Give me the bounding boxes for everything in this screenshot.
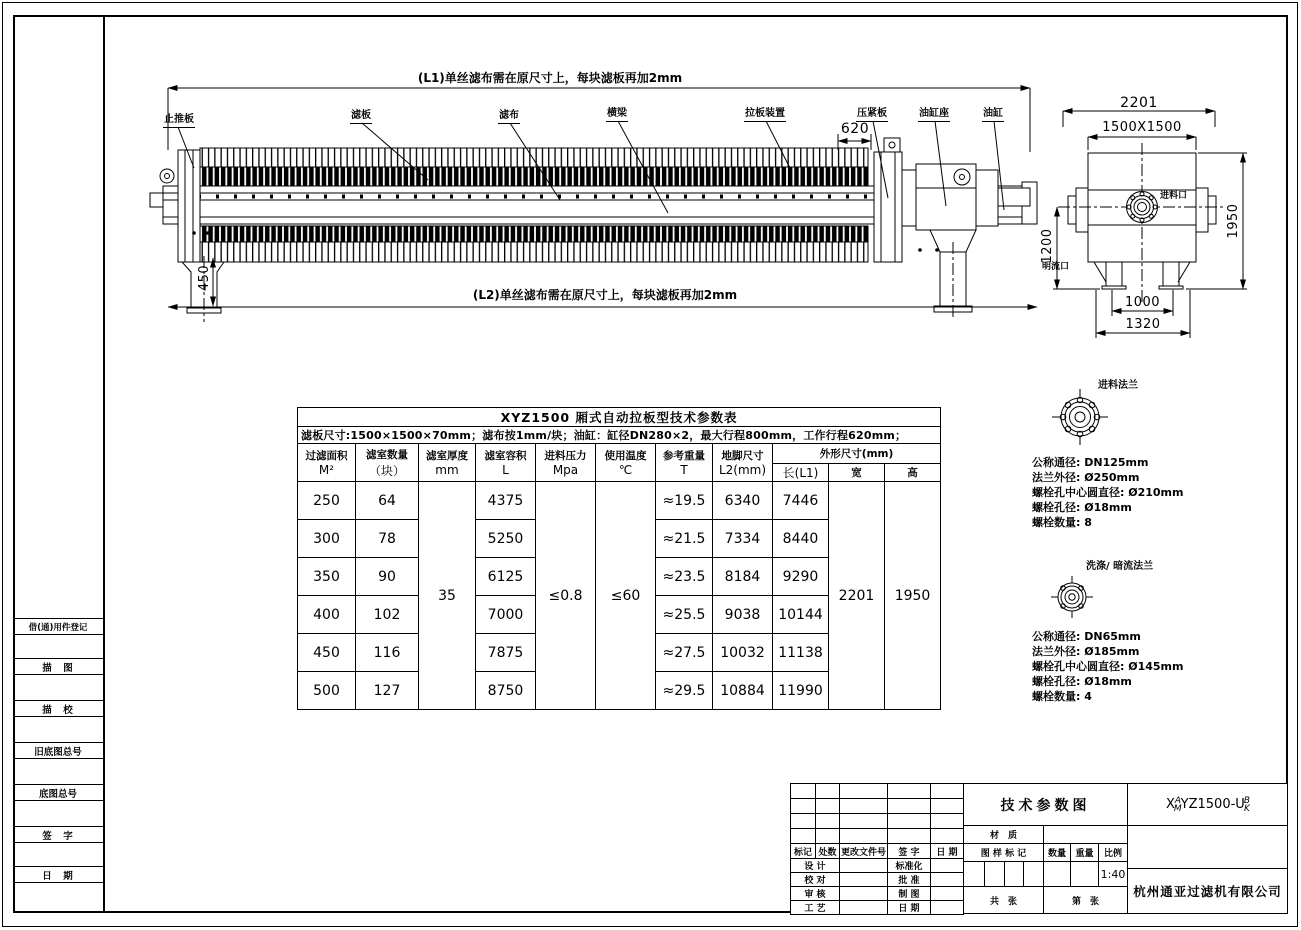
- pressing-plate: [874, 152, 902, 262]
- table-title: XYZ1500 厢式自动拉板型技术参数表: [298, 408, 941, 427]
- col-header: 滤室数量 （块）: [356, 444, 419, 482]
- param-cell: 350: [298, 558, 356, 596]
- role-label: 设 计: [791, 859, 840, 873]
- qty-label: 数量: [1044, 844, 1071, 862]
- sheet-number: 第 张: [1044, 887, 1128, 914]
- rev-header: 标记: [791, 844, 816, 859]
- rev-blank: [791, 829, 816, 844]
- param-cell-height: 1950: [885, 482, 941, 710]
- feed-flange-spec: 螺栓数量: 8: [1032, 516, 1092, 529]
- outline-dims-header: 外形尺寸(mm): [773, 444, 941, 464]
- param-cell: 8750: [476, 672, 536, 710]
- col-header: 高: [885, 464, 941, 482]
- part-label-filter-plate: 滤板: [350, 110, 372, 124]
- role-blank: [931, 859, 964, 873]
- rev-blank: [816, 829, 840, 844]
- rev-blank: [931, 829, 964, 844]
- doc-title: 技术参数图: [964, 784, 1128, 826]
- rev-blank: [888, 814, 931, 829]
- role-label: 标准化: [888, 859, 931, 873]
- role-label: 制 图: [888, 887, 931, 901]
- param-cell: 400: [298, 596, 356, 634]
- dim-1950: 1950: [1226, 203, 1241, 239]
- title-block-middle: [963, 783, 1128, 914]
- sidebar-label: 旧底图总号: [13, 742, 103, 758]
- role-blank: [840, 887, 888, 901]
- param-cell: 7000: [476, 596, 536, 634]
- part-label-cylinder-seat: 油缸座: [918, 108, 950, 122]
- col-header: 过滤面积 M²: [298, 444, 356, 482]
- rev-blank: [931, 814, 964, 829]
- rev-blank: [888, 829, 931, 844]
- side-view: [150, 88, 1037, 322]
- rev-blank: [816, 784, 840, 799]
- param-cell: 500: [298, 672, 356, 710]
- param-cell: ≈21.5: [656, 520, 713, 558]
- rev-header: 签 字: [888, 844, 931, 859]
- sidebar-label: 底图总号: [13, 784, 103, 800]
- revision-block: [790, 783, 964, 915]
- title-block-right: [1127, 783, 1288, 914]
- rev-blank: [816, 799, 840, 814]
- rev-blank: [791, 814, 816, 829]
- wash-flange-spec: 螺栓孔径: Ø18mm: [1032, 675, 1132, 688]
- param-cell: 10032: [713, 634, 773, 672]
- param-cell: ≈19.5: [656, 482, 713, 520]
- param-cell: 11138: [773, 634, 829, 672]
- param-cell: 7334: [713, 520, 773, 558]
- param-cell: 8440: [773, 520, 829, 558]
- rev-blank: [816, 814, 840, 829]
- dim-620: 620: [840, 121, 870, 137]
- dim-1200: 1200: [1040, 228, 1055, 264]
- rev-blank: [888, 799, 931, 814]
- param-cell: 78: [356, 520, 419, 558]
- rev-blank: [931, 784, 964, 799]
- role-blank: [931, 901, 964, 915]
- col-header: 使用温度 ℃: [596, 444, 656, 482]
- role-label: 校 对: [791, 873, 840, 887]
- mark-label: 图 样 标 记: [964, 844, 1044, 862]
- table-spec-line: 滤板尺寸:1500×1500×70mm；滤布按1mm/块；油缸：缸径DN280×2，最大行程800mm，工作行程620mm；: [298, 427, 941, 444]
- material-label: 材 质: [964, 826, 1044, 844]
- param-cell: 300: [298, 520, 356, 558]
- mark-grid: [964, 862, 1044, 887]
- sidebar-label: 借(通)用件登记: [13, 618, 103, 634]
- role-label: 批 准: [888, 873, 931, 887]
- dim-2201: 2201: [1120, 95, 1158, 111]
- role-blank: [840, 859, 888, 873]
- drawing-number: X A M YZ1500-U B K: [1166, 795, 1250, 814]
- param-cell: 450: [298, 634, 356, 672]
- role-label: 工 艺: [791, 901, 840, 915]
- rev-blank: [931, 799, 964, 814]
- col-header: 滤室厚度 mm: [419, 444, 476, 482]
- scale-value: 1:40: [1099, 862, 1128, 887]
- dim-1000: 1000: [1124, 295, 1161, 310]
- feed-flange-title: 进料法兰: [1098, 380, 1138, 391]
- role-label: 审 核: [791, 887, 840, 901]
- parameter-table: [297, 407, 941, 710]
- param-cell: 4375: [476, 482, 536, 520]
- param-cell: 5250: [476, 520, 536, 558]
- param-cell: 9290: [773, 558, 829, 596]
- title-block-blank: [1128, 826, 1288, 869]
- wash-flange-spec: 螺栓孔中心圆直径: Ø145mm: [1032, 660, 1184, 673]
- drawing-number-cell: [1128, 784, 1288, 826]
- role-blank: [931, 873, 964, 887]
- param-cell: ≈23.5: [656, 558, 713, 596]
- param-cell: 11990: [773, 672, 829, 710]
- sidebar-label: 签 字: [13, 826, 103, 842]
- param-cell: 102: [356, 596, 419, 634]
- role-blank: [840, 901, 888, 915]
- param-cell: ≈25.5: [656, 596, 713, 634]
- part-label-filter-cloth: 滤布: [498, 110, 520, 124]
- material-value: [1044, 826, 1128, 844]
- col-header: 长(L1): [773, 464, 829, 482]
- col-header: 进料压力 Mpa: [536, 444, 596, 482]
- rev-blank: [840, 829, 888, 844]
- col-header: 地脚尺寸 L2(mm): [713, 444, 773, 482]
- sidebar-label: 描 校: [13, 700, 103, 716]
- param-cell: ≈27.5: [656, 634, 713, 672]
- inlet-port-label: 进料口: [1160, 191, 1188, 201]
- param-cell: 6340: [713, 482, 773, 520]
- dim-1320: 1320: [1125, 317, 1161, 332]
- sidebar-label: 日 期: [13, 866, 103, 882]
- weight-value: [1071, 862, 1099, 887]
- wash-flange-spec: 螺栓数量: 4: [1032, 690, 1092, 703]
- param-cell: 10884: [713, 672, 773, 710]
- outlet-port-label: 明流口: [1042, 262, 1070, 272]
- feed-flange-detail: [1061, 398, 1099, 436]
- sidebar-label: 描 图: [13, 658, 103, 674]
- param-cell: 127: [356, 672, 419, 710]
- qty-value: [1044, 862, 1071, 887]
- param-cell: 250: [298, 482, 356, 520]
- dim-450: 450: [197, 264, 212, 292]
- col-header: 宽: [829, 464, 885, 482]
- weight-label: 重量: [1071, 844, 1099, 862]
- feed-flange-spec: 法兰外径: Ø250mm: [1032, 471, 1140, 484]
- l2-note: (L2)单丝滤布需在原尺寸上，每块滤板再加2mm: [472, 288, 738, 302]
- param-cell: 9038: [713, 596, 773, 634]
- part-label-oil-cylinder: 油缸: [982, 108, 1004, 122]
- oil-cylinder: [976, 170, 998, 226]
- part-label-beam: 横梁: [606, 108, 628, 122]
- rev-header: 日 期: [931, 844, 964, 859]
- sheet-total: 共 张: [964, 887, 1044, 914]
- rev-blank: [840, 799, 888, 814]
- param-cell: 7446: [773, 482, 829, 520]
- wash-flange-spec: 法兰外径: Ø185mm: [1032, 645, 1140, 658]
- param-cell: 6125: [476, 558, 536, 596]
- param-cell: 10144: [773, 596, 829, 634]
- part-label-thrust-plate: 止推板: [163, 114, 195, 128]
- dim-1500x1500: 1500X1500: [1102, 120, 1182, 135]
- role-label: 日 期: [888, 901, 931, 915]
- param-cell-pressure: ≤0.8: [536, 482, 596, 710]
- rev-blank: [791, 784, 816, 799]
- rev-blank: [888, 784, 931, 799]
- param-cell: 64: [356, 482, 419, 520]
- rev-header: 更改文件号: [840, 844, 888, 859]
- rev-blank: [840, 784, 888, 799]
- col-header: 参考重量 T: [656, 444, 713, 482]
- role-blank: [840, 873, 888, 887]
- wash-flange-title: 洗涤/ 暗流法兰: [1086, 561, 1154, 572]
- param-cell: ≈29.5: [656, 672, 713, 710]
- company-name: 杭州通亚过滤机有限公司: [1128, 869, 1288, 914]
- wash-flange-detail: [1058, 583, 1086, 611]
- thrust-plate: [178, 150, 200, 262]
- wash-flange-spec: 公称通径: DN65mm: [1032, 630, 1141, 643]
- role-blank: [931, 887, 964, 901]
- feed-flange-spec: 螺栓孔径: Ø18mm: [1032, 501, 1132, 514]
- part-label-pressing-plate: 压紧板: [856, 108, 888, 122]
- param-cell-width: 2201: [829, 482, 885, 710]
- param-cell: 116: [356, 634, 419, 672]
- feed-flange-spec: 公称通径: DN125mm: [1032, 456, 1149, 469]
- feed-flange-spec: 螺栓孔中心圆直径: Ø210mm: [1032, 486, 1184, 499]
- param-cell: 8184: [713, 558, 773, 596]
- rev-blank: [840, 814, 888, 829]
- param-cell: 7875: [476, 634, 536, 672]
- l1-note: (L1)单丝滤布需在原尺寸上，每块滤板再加2mm: [417, 71, 683, 85]
- col-header: 滤室容积 L: [476, 444, 536, 482]
- rev-header: 处数: [816, 844, 840, 859]
- part-label-plate-shifter: 拉板装置: [744, 108, 786, 122]
- scale-label: 比例: [1099, 844, 1128, 862]
- rev-blank: [791, 799, 816, 814]
- param-cell-temperature: ≤60: [596, 482, 656, 710]
- param-cell-thickness: 35: [419, 482, 476, 710]
- param-cell: 90: [356, 558, 419, 596]
